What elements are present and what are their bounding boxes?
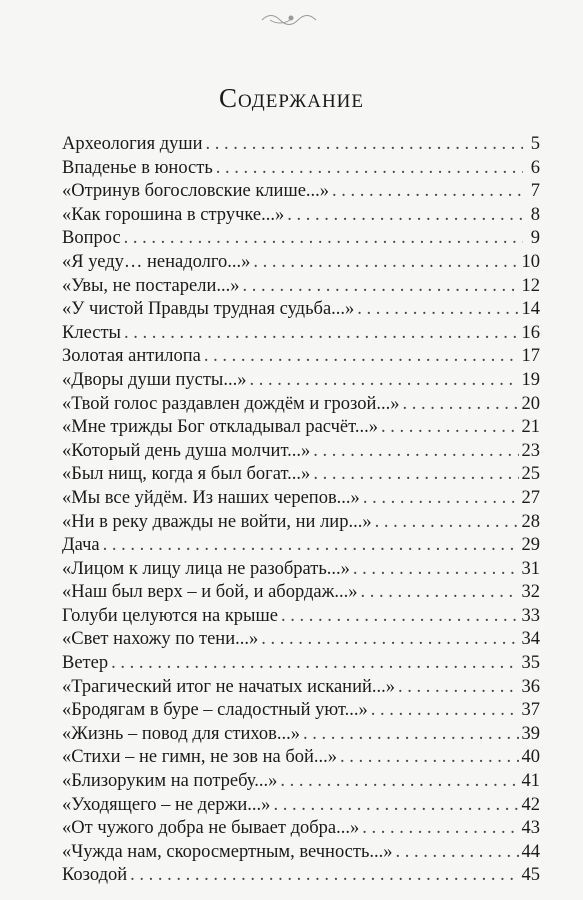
toc-entry-page-number: 17 [521, 346, 540, 367]
dot-leader [204, 345, 519, 369]
toc-entry [62, 676, 540, 700]
dot-leader [287, 204, 523, 228]
dot-leader [303, 723, 518, 747]
dot-leader [261, 628, 518, 652]
dot-leader [124, 227, 523, 251]
toc-entry-title: Козодой [62, 865, 128, 886]
toc-entry [62, 251, 540, 275]
dot-leader [363, 487, 519, 511]
toc-entry-title: «Отринув богословские клише...» [62, 181, 330, 202]
toc-entry [62, 157, 540, 181]
toc-entry-title: «Увы, не постарели...» [62, 275, 240, 296]
toc-entry-page-number: 32 [521, 582, 540, 603]
toc-entry [62, 605, 540, 629]
toc-entry-page-number: 16 [521, 322, 540, 343]
dot-leader [357, 298, 518, 322]
toc-entry-title: «Близоруким на потребу...» [62, 771, 278, 792]
toc-entry-title: «Наш был верх – и бой, и абордаж...» [62, 582, 358, 603]
dot-leader [130, 864, 518, 888]
toc-entry-page-number: 27 [521, 487, 540, 508]
toc-entry-title: Впаденье в юность [62, 157, 213, 178]
dot-leader [242, 275, 518, 299]
toc-entry-title: «Который день душа молчит...» [62, 440, 311, 461]
toc-entry-title: Золотая антилопа [62, 346, 201, 367]
toc-entry-title: «Чужда нам, скоросмертным, вечность...» [62, 841, 393, 862]
toc-entry-page-number: 33 [521, 605, 540, 626]
toc-entry-title: Голуби целуются на крыше [62, 605, 278, 626]
toc-entry [62, 345, 540, 369]
dot-leader [361, 581, 519, 605]
toc-entry-page-number: 23 [521, 440, 540, 461]
dot-leader [371, 699, 519, 723]
dot-leader [402, 393, 518, 417]
toc-entry-page-number: 39 [521, 723, 540, 744]
toc-entry-title: «Мне трижды Бог откладывал расчёт...» [62, 417, 378, 438]
toc-entry [62, 699, 540, 723]
table-of-contents [62, 133, 540, 888]
toc-entry-title: «Свет нахожу по тени...» [62, 629, 259, 650]
dot-leader [313, 463, 518, 487]
toc-entry-title: «Дворы души пусты...» [62, 369, 247, 390]
toc-entry-title: Археология души [62, 134, 203, 154]
dot-leader [398, 676, 519, 700]
toc-entry [62, 487, 540, 511]
toc-entry-title: «Был нищ, когда я был богат...» [62, 464, 311, 485]
toc-entry [62, 628, 540, 652]
toc-entry-title: Дача [62, 535, 100, 556]
toc-entry-page-number: 31 [521, 558, 540, 579]
toc-entry-page-number: 34 [521, 629, 540, 650]
toc-entry-title: «У чистой Правды трудная судьба...» [62, 299, 355, 320]
toc-entry [62, 393, 540, 417]
toc-entry [62, 275, 540, 299]
toc-entry [62, 204, 540, 228]
toc-entry [62, 369, 540, 393]
toc-entry [62, 770, 540, 794]
toc-entry [62, 817, 540, 841]
toc-entry-page-number: 45 [521, 865, 540, 886]
toc-entry [62, 652, 540, 676]
toc-entry-page-number: 21 [521, 417, 540, 438]
toc-entry-title: «Лицом к лицу лица не разобрать...» [62, 558, 350, 579]
toc-entry [62, 558, 540, 582]
toc-entry [62, 794, 540, 818]
toc-entry [62, 581, 540, 605]
toc-entry [62, 534, 540, 558]
toc-entry-page-number: 5 [530, 134, 540, 154]
toc-entry-page-number: 7 [530, 181, 540, 202]
toc-entry-title: «От чужого добра не бывает добра...» [62, 818, 360, 839]
toc-entry-page-number: 43 [521, 818, 540, 839]
toc-entry-page-number: 42 [521, 794, 540, 815]
toc-entry [62, 746, 540, 770]
toc-entry [62, 723, 540, 747]
toc-entry [62, 133, 540, 157]
dot-leader [340, 746, 518, 770]
dot-leader [124, 322, 519, 346]
toc-entry [62, 841, 540, 865]
dot-leader [332, 180, 523, 204]
toc-entry-page-number: 19 [521, 369, 540, 390]
toc-entry [62, 463, 540, 487]
toc-entry-page-number: 25 [521, 464, 540, 485]
toc-entry-title: Ветер [62, 653, 109, 674]
toc-entry [62, 180, 540, 204]
toc-entry-page-number: 9 [530, 228, 540, 249]
dot-leader [375, 511, 519, 535]
toc-entry [62, 298, 540, 322]
toc-entry [62, 416, 540, 440]
flourish-ornament-icon [0, 8, 583, 30]
dot-leader [396, 841, 519, 865]
dot-leader [362, 817, 518, 841]
dot-leader [216, 157, 523, 181]
toc-entry-title: «Мы все уйдём. Из наших черепов...» [62, 487, 360, 508]
toc-entry [62, 322, 540, 346]
toc-entry [62, 864, 540, 888]
toc-entry-title: «Твой голос раздавлен дождём и грозой...» [62, 393, 400, 414]
toc-entry-title: Клесты [62, 322, 121, 343]
dot-leader [280, 770, 518, 794]
toc-entry-page-number: 44 [521, 841, 540, 862]
toc-entry [62, 440, 540, 464]
dot-leader [111, 652, 518, 676]
dot-leader [249, 369, 518, 393]
toc-entry-title: «Уходящего – не держи...» [62, 794, 271, 815]
page-title: Содержание [218, 83, 365, 113]
dot-leader [381, 416, 519, 440]
toc-entry [62, 511, 540, 535]
toc-entry-page-number: 6 [530, 157, 540, 178]
toc-entry [62, 227, 540, 251]
toc-entry-page-number: 36 [521, 676, 540, 697]
dot-leader [103, 534, 519, 558]
toc-entry-page-number: 10 [521, 251, 540, 272]
toc-entry-title: «Я уеду… ненадолго...» [62, 251, 251, 272]
toc-entry-title: «Стихи – не гимн, не зов на бой...» [62, 747, 338, 768]
toc-entry-page-number: 8 [530, 204, 540, 225]
toc-entry-page-number: 14 [521, 299, 540, 320]
toc-entry-title: «Бродягам в буре – сладостный уют...» [62, 700, 368, 721]
dot-leader [206, 133, 523, 157]
toc-entry-page-number: 12 [521, 275, 540, 296]
dot-leader [353, 558, 519, 582]
toc-entry-page-number: 28 [521, 511, 540, 532]
toc-entry-page-number: 20 [521, 393, 540, 414]
toc-entry-title: «Трагический итог не начатых исканий...» [62, 676, 395, 697]
toc-entry-title: «Ни в реку дважды не войти, ни лир...» [62, 511, 372, 532]
toc-entry-title: Вопрос [62, 228, 121, 249]
toc-entry-page-number: 37 [521, 700, 540, 721]
toc-entry-title: «Жизнь – повод для стихов...» [62, 723, 301, 744]
toc-entry-page-number: 35 [521, 653, 540, 674]
toc-entry-title: «Как горошина в стручке...» [62, 204, 285, 225]
dot-leader [313, 440, 518, 464]
toc-entry-page-number: 40 [521, 747, 540, 768]
toc-entry-page-number: 29 [521, 535, 540, 556]
toc-entry-page-number: 41 [521, 771, 540, 792]
dot-leader [273, 794, 518, 818]
dot-leader [253, 251, 518, 275]
dot-leader [281, 605, 519, 629]
